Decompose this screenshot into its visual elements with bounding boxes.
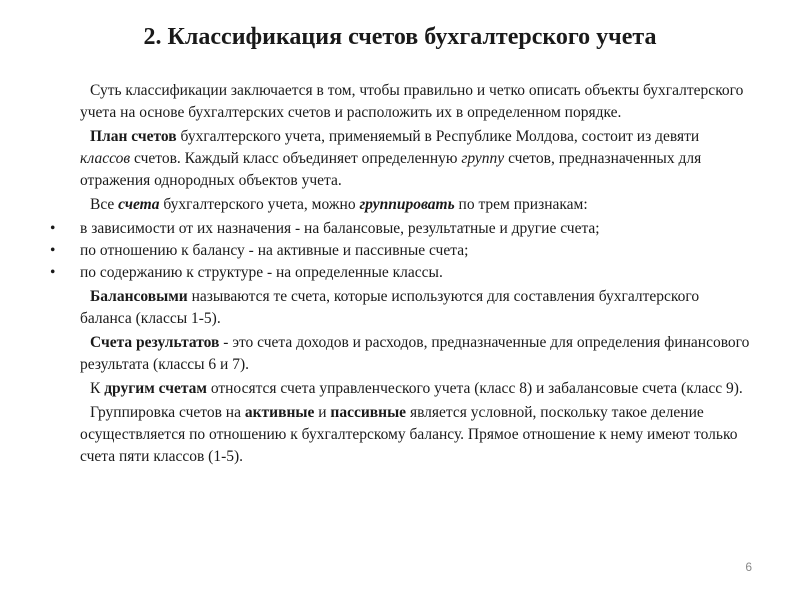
paragraph-balance-accounts xyxy=(80,286,750,330)
slide-body xyxy=(50,80,750,470)
page-number: 6 xyxy=(745,560,752,574)
term-passive: пассивные xyxy=(330,404,407,421)
bullet-icon: • xyxy=(50,264,56,281)
text: является условной, поскольку такое деление осуществляется по отношению к бухгалтерскому балансу. Прямое отношение к нему имеют только счета пяти классов (1-5). xyxy=(80,404,738,465)
list-item-text: в зависимости от их назначения - на балансовые, результатные и другие счета; xyxy=(80,220,600,237)
term-accounts: счета xyxy=(118,196,160,213)
text: по трем признакам: xyxy=(454,196,588,213)
text: называются те счета, которые используются для составления бухгалтерского баланса (классы 1-5). xyxy=(80,288,700,327)
list-item xyxy=(50,218,750,240)
term-result-accounts: Счета результатов xyxy=(90,334,220,351)
paragraph-chart-of-accounts xyxy=(80,126,750,192)
bullet-icon: • xyxy=(50,220,56,237)
paragraph-essence: Суть классификации заключается в том, чтобы правильно и четко описать объекты бухгалтерского учета на основе бухгалтерских счетов и расположить их в определенном порядке. xyxy=(80,82,744,121)
term-classes: классов xyxy=(80,150,131,167)
term-other-accounts: другим счетам xyxy=(104,380,207,397)
slide-title: 2. Классификация счетов бухгалтерского учета xyxy=(143,24,657,50)
paragraph-other-accounts xyxy=(80,378,750,400)
criteria-list xyxy=(50,218,750,284)
text: счетов. Каждый класс объединяет определенную xyxy=(130,150,462,167)
list-item-text: по содержанию к структуре - на определенные классы. xyxy=(80,264,443,281)
term-active: активные xyxy=(244,404,315,421)
text: счетов, предназначенных для отражения однородных объектов учета. xyxy=(80,150,702,189)
paragraph-result-accounts xyxy=(80,332,750,376)
term-group-verb: группировать xyxy=(359,196,455,213)
list-item xyxy=(50,262,750,284)
bullet-icon: • xyxy=(50,242,56,259)
paragraph-grouping xyxy=(80,194,750,216)
term-balance-accounts: Балансовыми xyxy=(90,288,188,305)
list-item-text: по отношению к балансу - на активные и пассивные счета; xyxy=(80,242,469,259)
paragraph-active-passive xyxy=(80,402,750,468)
text: относятся счета управленческого учета (класс 8) и забалансовые счета (класс 9). xyxy=(206,380,743,397)
term-group: группу xyxy=(461,150,505,167)
text: бухгалтерского учета, можно xyxy=(159,196,360,213)
term-chart-of-accounts: План счетов xyxy=(90,128,177,145)
text: и xyxy=(314,404,331,421)
list-item xyxy=(50,240,750,262)
text: Группировка счетов на xyxy=(90,404,245,421)
text: бухгалтерского учета, применяемый в Республике Молдова, состоит из девяти xyxy=(176,128,700,145)
text: К xyxy=(90,380,105,397)
text: - это счета доходов и расходов, предназначенные для определения финансового результата (классы 6 и 7). xyxy=(80,334,750,373)
text: Все xyxy=(90,196,119,213)
